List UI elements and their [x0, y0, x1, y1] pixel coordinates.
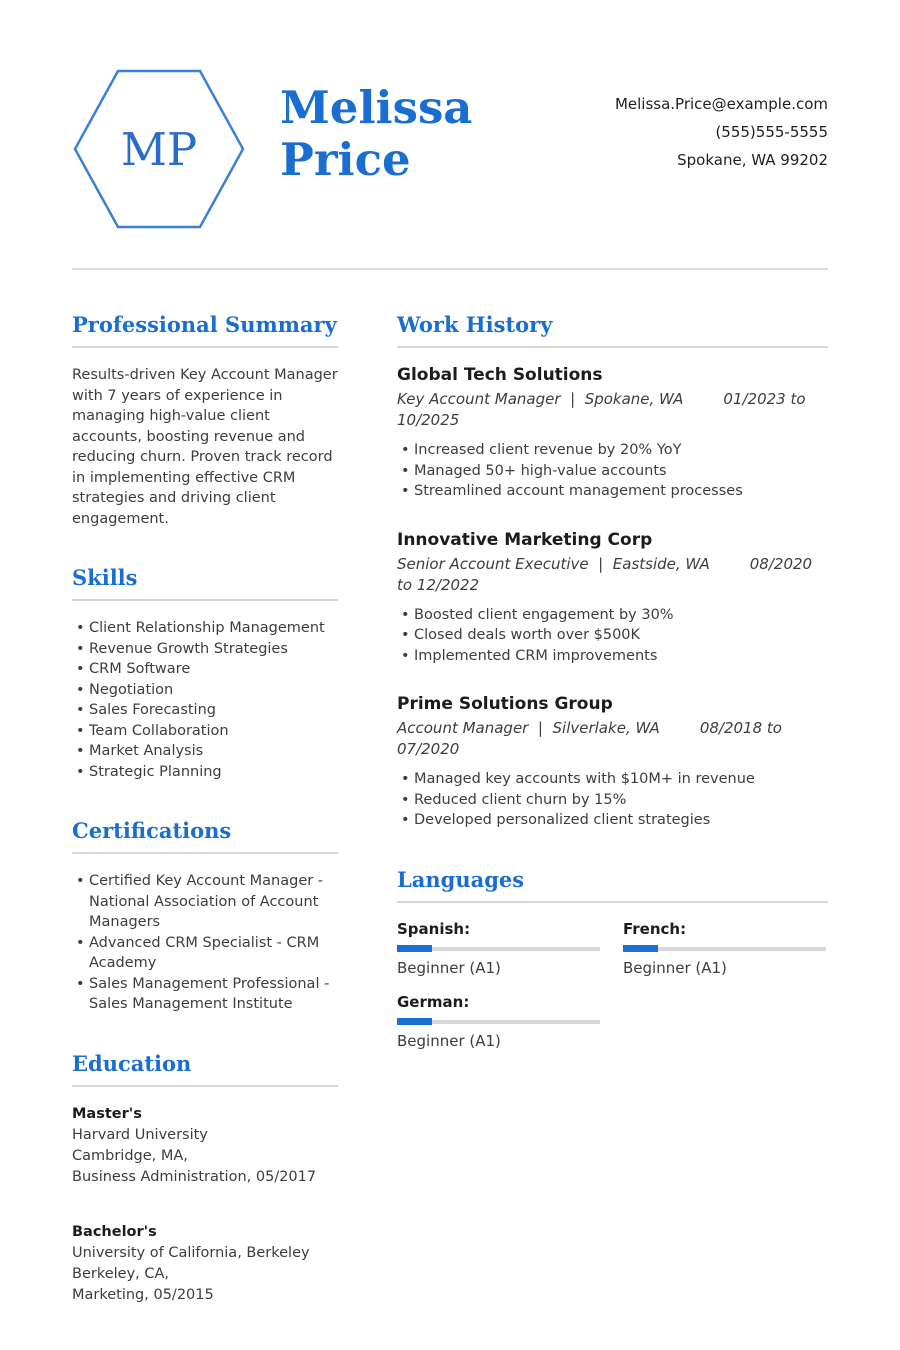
job-company: Innovative Marketing Corp	[397, 529, 653, 550]
section-rule	[72, 599, 338, 601]
languages-grid	[397, 920, 828, 1050]
section-skills	[72, 565, 338, 782]
job-entry	[397, 530, 828, 667]
section-rule	[72, 1085, 338, 1087]
summary-title: Professional Summary	[72, 312, 337, 337]
language-name: German:	[397, 992, 470, 1011]
languages-title: Languages	[397, 866, 525, 892]
job-bullet: • Managed key accounts with $10M+ in revenue	[414, 769, 828, 790]
left-column	[72, 312, 338, 1342]
job-location: Spokane, WA	[584, 390, 684, 408]
candidate-name	[280, 82, 472, 186]
job-bullets	[397, 605, 828, 667]
list-item: • Sales Forecasting	[89, 700, 338, 721]
contact-address: Spokane, WA 99202	[677, 151, 828, 169]
progress-fill	[397, 1018, 432, 1025]
language-name: French:	[623, 919, 687, 938]
contact-email: Melissa.Price@example.com	[614, 95, 828, 113]
section-rule	[72, 852, 338, 854]
language-level: Beginner (A1)	[397, 958, 501, 977]
job-role: Account Manager	[397, 719, 529, 737]
contact-phone: (555)555-5555	[715, 123, 828, 141]
job-bullet: • Boosted client engagement by 30%	[414, 605, 828, 626]
education-location: Berkeley, CA,	[72, 1265, 170, 1282]
progress-fill	[397, 945, 432, 952]
list-item: • Team Collaboration	[89, 721, 338, 742]
header-divider	[72, 268, 828, 270]
job-dates: 01/2023 to 10/2025	[397, 390, 806, 429]
job-meta	[397, 718, 828, 760]
language-item	[397, 993, 600, 1050]
job-dates: 08/2018 to 07/2020	[397, 719, 782, 758]
section-education	[72, 1051, 338, 1306]
section-work-history	[397, 312, 828, 831]
job-bullet: • Reduced client churn by 15%	[414, 790, 828, 811]
certifications-title: Certifications	[72, 818, 232, 843]
name-line1: Melissa	[280, 81, 473, 134]
education-title: Education	[72, 1050, 192, 1076]
certifications-list	[72, 871, 338, 1015]
work-history-title: Work History	[397, 312, 553, 337]
language-name: Spanish:	[397, 919, 471, 938]
job-meta	[397, 389, 828, 431]
education-entries	[72, 1104, 338, 1306]
education-school: Harvard University	[72, 1126, 208, 1143]
job-bullets	[397, 440, 828, 502]
content-columns	[0, 312, 900, 1342]
language-level: Beginner (A1)	[397, 1031, 501, 1050]
job-bullet: • Streamlined account management processes	[414, 481, 828, 502]
education-school: University of California, Berkeley	[72, 1244, 310, 1261]
education-entry	[72, 1222, 338, 1306]
list-item: • Certified Key Account Manager - National Association of Account Managers	[89, 871, 338, 933]
job-company: Global Tech Solutions	[397, 365, 603, 385]
skills-title: Skills	[72, 565, 138, 590]
list-item: • Strategic Planning	[89, 762, 338, 783]
job-bullet: • Implemented CRM improvements	[414, 646, 828, 667]
section-languages	[397, 867, 828, 1050]
list-item: • Negotiation	[89, 680, 338, 701]
job-separator: |	[570, 390, 576, 408]
list-item: • CRM Software	[89, 659, 338, 680]
list-item: • Revenue Growth Strategies	[89, 639, 338, 660]
monogram-logo	[72, 66, 246, 232]
list-item: • Market Analysis	[89, 741, 338, 762]
list-item: • Sales Management Professional - Sales Management Institute	[89, 974, 338, 1015]
job-separator: |	[598, 554, 604, 573]
language-progress-bar	[397, 945, 600, 952]
name-line2: Price	[280, 133, 411, 187]
list-item: • Client Relationship Management	[89, 618, 338, 639]
job-entry	[397, 365, 828, 502]
job-bullet: • Developed personalized client strategies	[414, 810, 828, 831]
job-bullet: • Closed deals worth over $500K	[414, 625, 828, 646]
education-degree: Master's	[72, 1105, 142, 1122]
language-item	[623, 920, 826, 977]
education-detail: Business Administration, 05/2017	[72, 1168, 317, 1185]
job-role: Senior Account Executive	[397, 554, 589, 573]
section-rule	[72, 346, 338, 348]
job-location: Silverlake, WA	[552, 719, 660, 737]
section-rule	[397, 901, 828, 903]
education-degree: Bachelor's	[72, 1223, 157, 1240]
section-rule	[397, 346, 828, 348]
monogram-initials: MP	[120, 123, 198, 176]
job-separator: |	[537, 719, 543, 737]
job-entry	[397, 694, 828, 831]
language-level: Beginner (A1)	[623, 958, 727, 977]
language-progress-bar	[623, 945, 826, 952]
section-professional-summary	[72, 312, 338, 529]
education-location: Cambridge, MA,	[72, 1147, 188, 1164]
list-item: • Advanced CRM Specialist - CRM Academy	[89, 933, 338, 974]
education-entry	[72, 1104, 338, 1188]
job-meta	[397, 554, 828, 596]
job-location: Eastside, WA	[612, 554, 710, 573]
job-role: Key Account Manager	[397, 390, 561, 408]
header	[0, 0, 900, 232]
skills-list	[72, 618, 338, 782]
job-bullet: • Increased client revenue by 20% YoY	[414, 440, 828, 461]
language-item	[397, 920, 600, 977]
contact-info	[615, 90, 828, 174]
right-column	[397, 312, 828, 1086]
job-bullets	[397, 769, 828, 831]
progress-fill	[623, 945, 658, 952]
job-entries	[397, 365, 828, 831]
job-bullet: • Managed 50+ high-value accounts	[414, 461, 828, 482]
hexagon-icon	[72, 66, 246, 232]
section-certifications	[72, 818, 338, 1015]
summary-text: Results-driven Key Account Manager with 7 years of experience in managing high-value client accounts, boosting revenue and reducing churn. Proven track record in implementing effective CRM strategies and driving client engagement.	[72, 367, 338, 527]
education-detail: Marketing, 05/2015	[72, 1286, 214, 1303]
language-progress-bar	[397, 1018, 600, 1025]
job-dates: 08/2020 to 12/2022	[397, 554, 813, 594]
job-company: Prime Solutions Group	[397, 694, 613, 714]
